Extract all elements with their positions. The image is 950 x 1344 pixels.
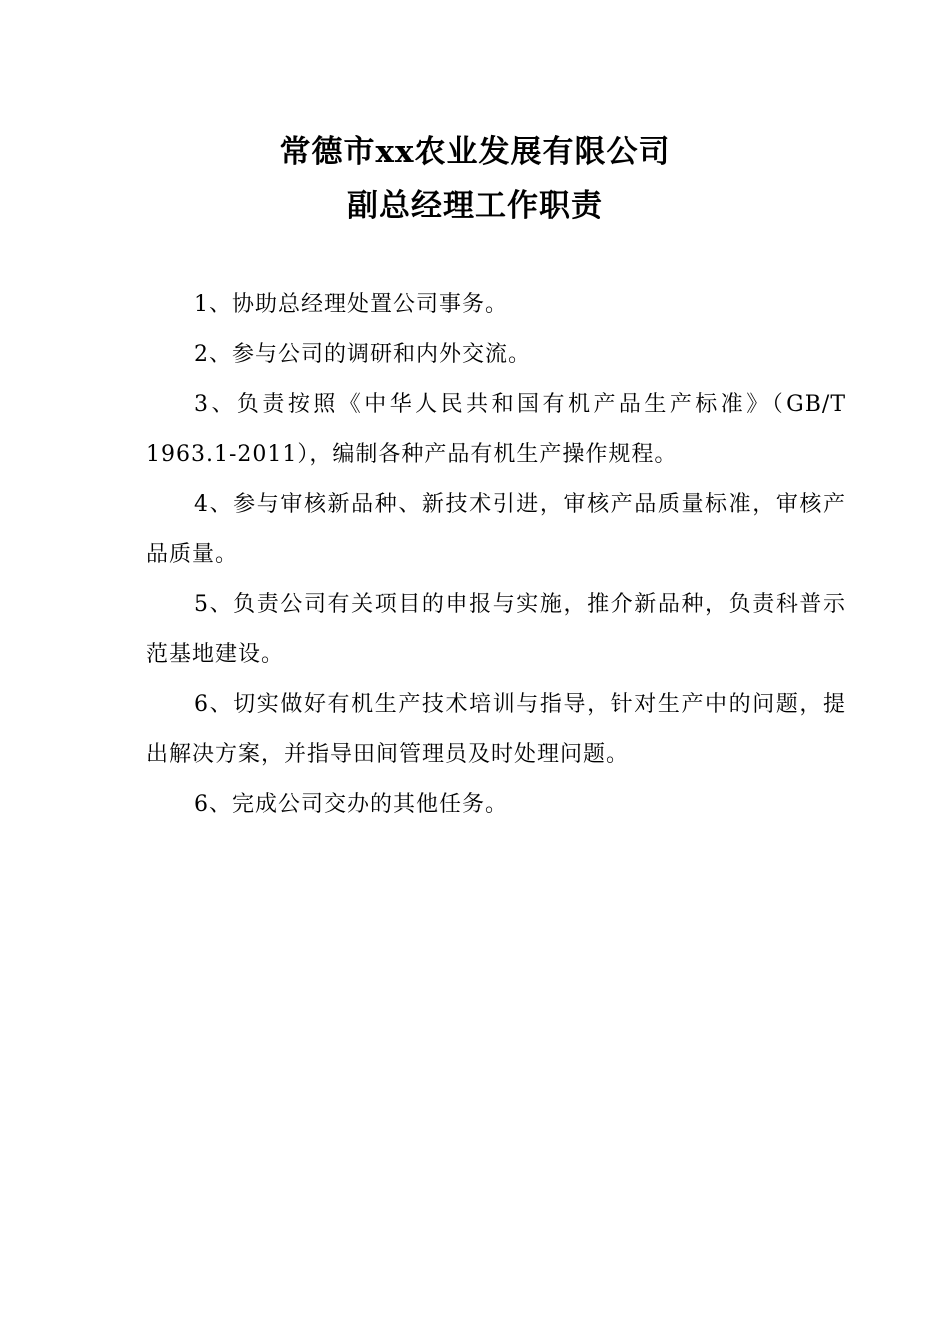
duties-list — [146, 280, 846, 830]
duty-item: 3、负责按照《中华人民共和国有机产品生产标准》（GB/T 1963.1-2011），编制各种产品有机生产操作规程。 — [146, 392, 846, 467]
document-title-line-1: 常德市xx农业发展有限公司 — [279, 134, 671, 170]
duty-item: 4、参与审核新品种、新技术引进，审核产品质量标准，审核产品质量。 — [146, 492, 846, 567]
duty-item: 5、负责公司有关项目的申报与实施，推介新品种，负责科普示范基地建设。 — [146, 592, 846, 667]
duty-item: 6、完成公司交办的其他任务。 — [194, 792, 508, 817]
duty-item: 1、协助总经理处置公司事务。 — [194, 292, 508, 317]
document-title-line-2: 副总经理工作职责 — [347, 188, 603, 224]
duty-item: 2、参与公司的调研和内外交流。 — [194, 342, 531, 367]
duty-item: 6、切实做好有机生产技术培训与指导，针对生产中的问题，提出解决方案，并指导田间管理员及时处理问题。 — [146, 692, 846, 767]
